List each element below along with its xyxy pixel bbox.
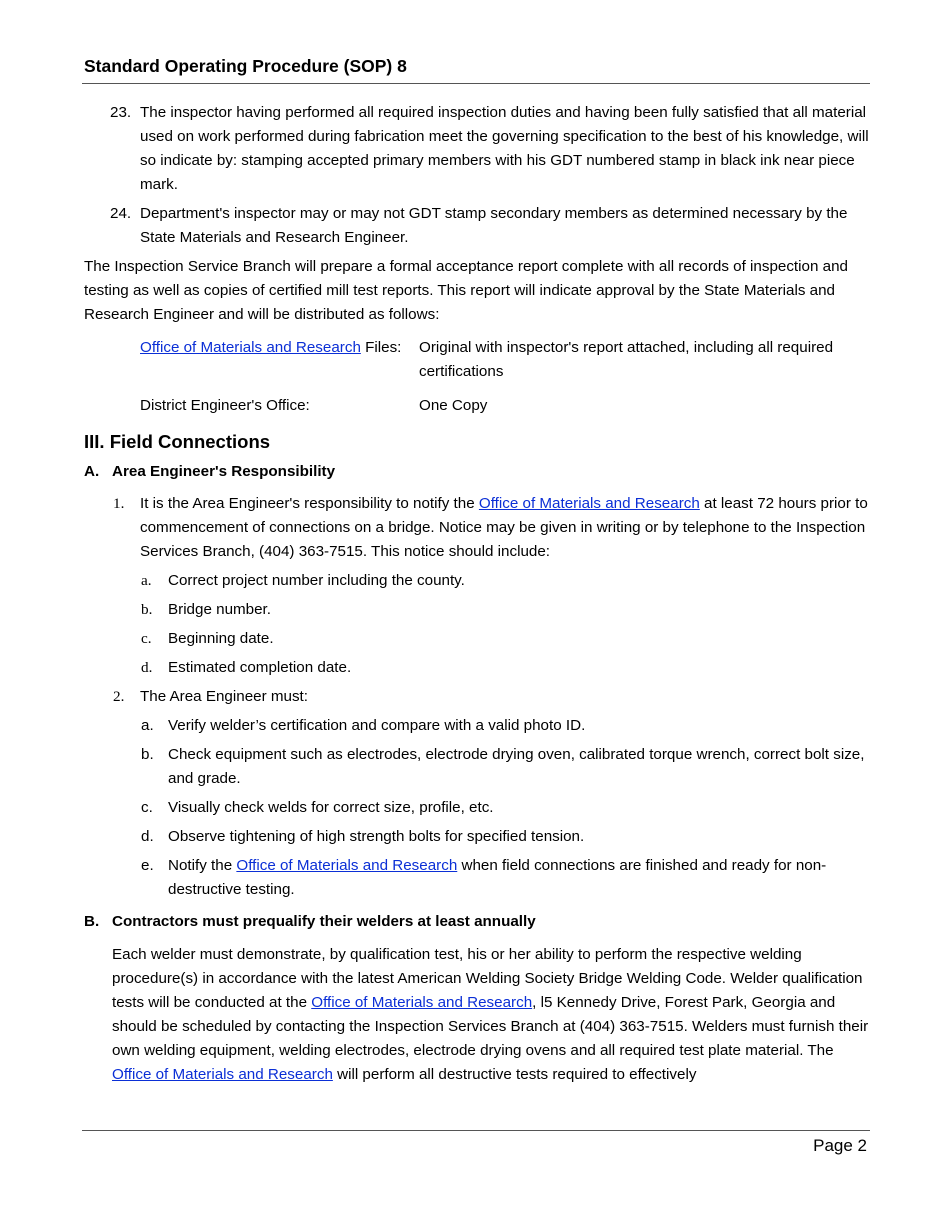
text-segment: when field connections are finished and ready for non-destructive testing. xyxy=(168,857,827,898)
list-text: Verify welder’s certification and compare with a valid photo ID. xyxy=(168,717,586,734)
page-header-title: Standard Operating Procedure (SOP) 8 xyxy=(84,56,407,76)
list-text: Check equipment such as electrodes, electrode drying oven, calibrated torque wrench, correct bolt size, and grade. xyxy=(168,746,865,787)
list-text: Observe tightening of high strength bolts for specified tension. xyxy=(168,828,585,845)
list-letter: b. xyxy=(141,746,154,763)
list-subitem xyxy=(84,796,870,820)
list-text: Bridge number. xyxy=(168,601,271,618)
distribution-label xyxy=(140,336,415,360)
list-number: 23. xyxy=(110,104,132,121)
page-number: Page 2 xyxy=(813,1136,867,1155)
list-letter: e. xyxy=(141,857,154,874)
list-text xyxy=(168,857,826,898)
subsection-title: Area Engineer's Responsibility xyxy=(112,463,336,480)
list-subitem xyxy=(84,825,870,849)
list-letter: d. xyxy=(141,659,153,676)
list-subitem xyxy=(84,627,870,651)
list-subitem xyxy=(84,743,870,791)
omr-link[interactable]: Office of Materials and Research xyxy=(478,495,700,512)
distribution-value: Original with inspector's report attached, including all required certifications xyxy=(419,339,834,380)
welder-qualification-paragraph xyxy=(84,943,870,1087)
subsection-heading-b xyxy=(84,910,870,934)
list-subitem xyxy=(84,656,870,680)
text-segment: , l5 Kennedy Drive, Forest Park, Georgia and should be scheduled by contacting the Inspection Services Branch at (404) 363-7515. Welders must furnish their own welding equipment, welding electrodes, electrode drying ovens and all required test plate material. The xyxy=(112,994,869,1059)
list-text: Department's inspector may or may not GDT stamp secondary members as determined necessary by the State Materials and Research Engineer. xyxy=(140,205,848,246)
list-item-24 xyxy=(84,202,870,250)
list-item-1 xyxy=(84,492,870,564)
list-text: The Area Engineer must: xyxy=(140,688,308,705)
list-text xyxy=(140,495,868,560)
list-subitem xyxy=(84,714,870,738)
subsection-title: Contractors must prequalify their welders at least annually xyxy=(112,913,536,930)
list-subitem xyxy=(84,854,870,902)
distribution-row-district xyxy=(84,394,870,418)
text-segment: at least 72 hours prior to commencement of connections on a bridge. Notice may be given in writing or by telephone to the Inspection Services Branch, (404) 363-7515. This notice should include: xyxy=(140,495,868,560)
text-segment: It is the Area Engineer's responsibility to notify the xyxy=(140,495,479,512)
subsection-letter: A. xyxy=(84,463,100,480)
header-divider xyxy=(82,83,870,84)
text-segment: Notify the xyxy=(168,857,237,874)
list-letter: d. xyxy=(141,828,154,845)
list-subitem xyxy=(84,569,870,593)
omr-link[interactable]: Office of Materials and Research xyxy=(140,339,361,356)
text-segment: Each welder must demonstrate, by qualification test, his or her ability to perform the respective welding procedure(s) in accordance with the latest American Welding Society Bridge Welding Code. Welder qualification tests will be conducted at the xyxy=(112,946,863,1011)
distribution-value: One Copy xyxy=(419,397,488,414)
list-letter: b. xyxy=(141,601,153,618)
list-text: Estimated completion date. xyxy=(168,659,352,676)
list-item-23 xyxy=(84,101,870,197)
distribution-row-omr xyxy=(84,336,870,384)
subsection-heading-a xyxy=(84,460,870,484)
omr-link[interactable]: Office of Materials and Research xyxy=(311,994,533,1011)
list-letter: a. xyxy=(141,717,154,734)
document-body xyxy=(84,101,870,1087)
list-text: Beginning date. xyxy=(168,630,274,647)
list-number: 24. xyxy=(110,205,132,222)
subsection-letter: B. xyxy=(84,913,100,930)
files-label: Files: xyxy=(360,339,402,356)
list-item-2 xyxy=(84,685,870,709)
list-subitem xyxy=(84,598,870,622)
list-number: 1. xyxy=(113,495,125,512)
text-segment: will perform all destructive tests required to effectively xyxy=(332,1066,697,1083)
list-letter: c. xyxy=(141,799,153,816)
list-letter: a. xyxy=(141,572,152,589)
list-text: Correct project number including the county. xyxy=(168,572,465,589)
omr-link[interactable]: Office of Materials and Research xyxy=(236,857,458,874)
list-text: The inspector having performed all required inspection duties and having been fully satisfied that all material used on work performed during fabrication meet the governing specification to the best of his knowledge, will so indicate by: stamping accepted primary members with his GDT numbered stamp in black ink near piece mark. xyxy=(140,104,869,193)
acceptance-paragraph: The Inspection Service Branch will prepare a formal acceptance report complete with all records of inspection and testing as well as copies of certified mill test reports. This report will indicate approval by the State Materials and Research Engineer and will be distributed as follows: xyxy=(84,258,848,323)
list-letter: c. xyxy=(141,630,152,647)
section-heading-field-connections: III. Field Connections xyxy=(84,431,271,452)
list-number: 2. xyxy=(113,688,125,705)
footer-divider xyxy=(82,1130,870,1131)
omr-link[interactable]: Office of Materials and Research xyxy=(112,1066,333,1083)
distribution-label: District Engineer's Office: xyxy=(140,397,310,414)
list-text: Visually check welds for correct size, profile, etc. xyxy=(168,799,494,816)
